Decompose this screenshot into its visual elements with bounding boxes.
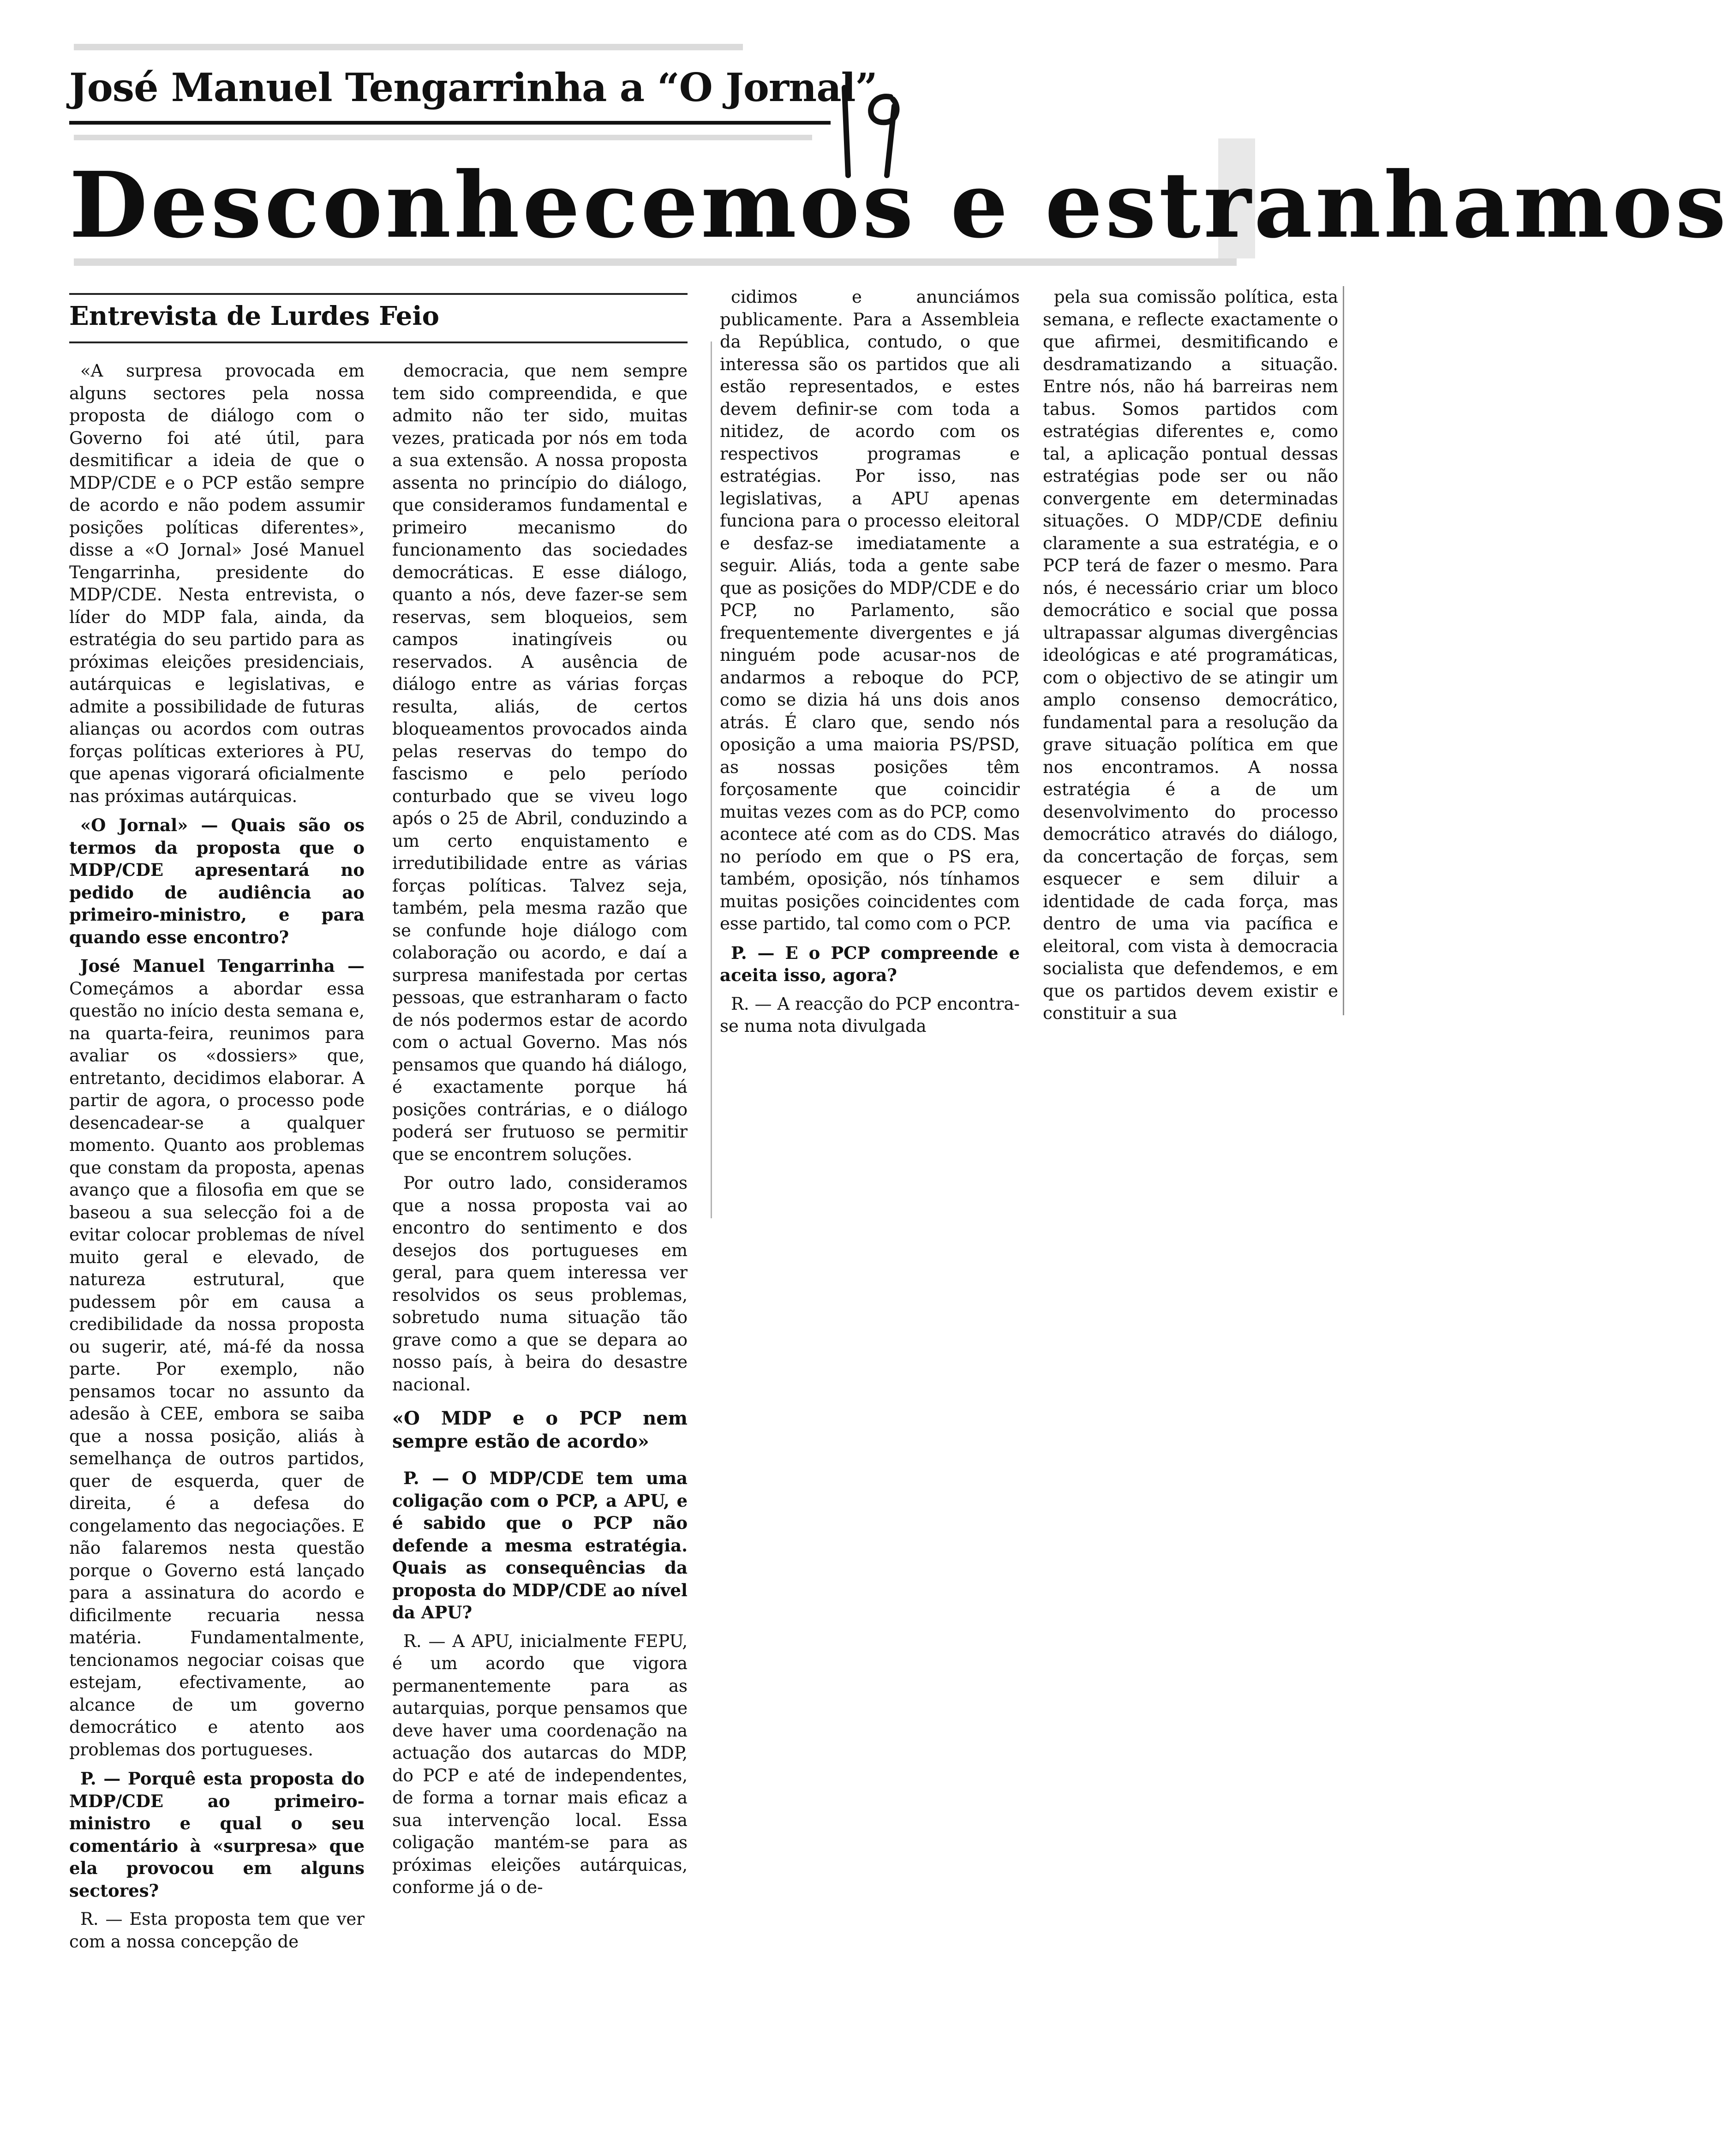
text-column-3: [720, 286, 1020, 1038]
article-paragraph: [69, 955, 365, 1761]
column-rule: [1343, 286, 1344, 1015]
article-paragraph: democracia, que nem sempre tem sido compreendida, e que admito não ter sido, muitas vezes, praticada por nós em toda a sua extensão. A nossa proposta assenta no princípio do diálogo, que consideramos fundamental e primeiro mecanismo do funcionamento das sociedades democráticas. E esse diálogo, quanto a nós, deve fazer-se sem reservas, sem bloqueios, sem campos inatingíveis ou reservados. A ausência de diálogo entre as várias forças resulta, aliás, de certos bloqueamentos provocados ainda pelas reservas do tempo do fascismo e pelo período conturbado que se viveu logo após o 25 de Abril, conduzindo a um certo enquistamento e irredutibilidade entre as várias forças políticas. Talvez seja, também, pela mesma razão que se confunde hoje diálogo com colaboração ou acordo, e daí a surpresa manifestada por certas pessoas, que estranharam o facto de nós podermos estar de acordo com o actual Governo. Mas nós pensamos que quando há diálogo, é exactamente porque há posições contrárias, e o diálogo poderá ser frutuoso se permitir que se encontrem soluções.: [392, 361, 688, 1164]
article-paragraph: R. — Esta proposta tem que ver com a nossa concepção de: [69, 1909, 365, 1952]
kicker-underline: [69, 121, 831, 125]
interview-question: «O Jornal» — Quais são os termos da proposta que o MDP/CDE apresentará no pedido de audiência ao primeiro-ministro, e para quando esse encontro?: [69, 815, 365, 947]
article-paragraph: cidimos e anunciámos publicamente. Para a Assembleia da República, contudo, o que interessa são os partidos que ali estão representados, e estes devem definir-se com toda a nitidez, de acordo com os respectivos programas e estratégias. Por isso, nas legislativas, a APU apenas funciona para o processo eleitoral e desfaz-se imediatamente a seguir. Aliás, toda a gente sabe que as posições do MDP/CDE e do PCP, no Parlamento, são frequentemente divergentes e já ninguém pode acusar-nos de andarmos a reboque do PCP, como se dizia há uns dois anos atrás. É claro que, sendo nós oposição a uma maioria PS/PSD, as nossas posições têm forçosamente que coincidir muitas vezes com as do PCP, como acontece até com as do CDS. Mas no período em que o PS era, também, oposição, nós tínhamos muitas posições coincidentes com esse partido, tal como com o PCP.: [720, 287, 1020, 934]
byline: Entrevista de Lurdes Feio: [69, 301, 440, 331]
text-column-2: [392, 360, 688, 1899]
kicker-title: José Manuel Tengarrinha a “O Jornal”: [69, 65, 877, 110]
text-column-4: [1043, 286, 1338, 1025]
article-paragraph: R. — A reacção do PCP encontra-se numa nota divulgada: [720, 994, 1020, 1036]
headline: Desconhecemos e estranhamos: [69, 152, 1729, 258]
interview-question: P. — Porquê esta proposta do MDP/CDE ao primeiro-ministro e qual o seu comentário à «surpresa» que ela provocou em alguns sectores?: [69, 1768, 365, 1901]
scan-noise: [74, 135, 812, 140]
text-column-1: [69, 360, 365, 1953]
article-paragraph: Por outro lado, consideramos que a nossa proposta vai ao encontro do sentimento e dos desejos dos portugueses em geral, para quem interessa ver resolvidos os seus problemas, sobretudo numa situação tão grave como a que se depara ao nosso país, à beira do desastre nacional.: [392, 1173, 688, 1395]
scan-noise: [74, 258, 1237, 266]
section-subheading: «O MDP e o PCP nem sempre estão de acordo»: [392, 1407, 688, 1452]
paragraph-text: Começámos a abordar essa questão no início desta semana e, na quarta-feira, reunimos para avaliar os «dossiers» que, entretanto, decidimos elaborar. A partir de agora, o processo pode desencadear-se a qualquer momento. Quanto aos problemas que constam da proposta, apenas avanço que a filosofia em que se baseou a sua selecção foi a de evitar colocar problemas de nível muito geral e elevado, de natureza estrutural, que pudessem pôr em causa a credibilidade da nossa proposta ou sugerir, até, má-fé da nossa parte. Por exemplo, não pensamos tocar no assunto da adesão à CEE, embora se saiba que a nossa posição, aliás à semelhança de outros partidos, quer de esquerda, quer de direita, é a defesa do congelamento das negociações. E não falaremos nesta questão porque o Governo está lançado para a assinatura do acordo e dificilmente recuaria nessa matéria. Fundamentalmente, tencionamos negociar coisas que estejam, efectivamente, ao alcance de um governo democrático e atento aos problemas dos portugueses.: [69, 978, 365, 1760]
article-paragraph: pela sua comissão política, esta semana, e reflecte exactamente o que afirmei, desmitificando e desdramatizando a situação. Entre nós, não há barreiras nem tabus. Somos partidos com estratégias diferentes e, como tal, a aplicação pontual dessas estratégias pode ser ou não convergente em determinadas situações. O MDP/CDE definiu claramente a sua estratégia, e o PCP terá de fazer o mesmo. Para nós, é necessário criar um bloco democrático e social que possa ultrapassar algumas divergências ideológicas e até programáticas, com o objectivo de se atingir um amplo consenso democrático, fundamental para a resolução da grave situação política em que nos encontramos. A nossa estratégia é a de um desenvolvimento do processo democrático através do diálogo, da concertação de forças, sem esquecer e sem diluir a identidade de cada força, mas dentro de uma via pacífica e eleitoral, com vista à democracia socialista que defendemos, e em que os partidos devem existir e constituir a sua: [1043, 287, 1338, 1023]
interview-question: P. — O MDP/CDE tem uma coligação com o PCP, a APU, e é sabido que o PCP não defende a mesma estratégia. Quais as consequências da proposta do MDP/CDE ao nível da APU?: [392, 1468, 688, 1623]
article-paragraph: «A surpresa provocada em alguns sectores pela nossa proposta de diálogo com o Governo foi até útil, para desmitificar a ideia de que o MDP/CDE e o PCP estão sempre de acordo e não podem assumir posições políticas diferentes», disse a «O Jornal» José Manuel Tengarrinha, presidente do MDP/CDE. Nesta entrevista, o líder do MDP fala, ainda, da estratégia do seu partido para as próximas eleições presidenciais, autárquicas e legislativas, e admite a possibilidade de futuras alianças ou acordos com outras forças políticas exteriores à PU, que apenas vigorará oficialmente nas próximas autárquicas.: [69, 361, 365, 806]
speaker-name: José Manuel Tengarrinha —: [80, 956, 365, 976]
byline-rule-bottom: [69, 341, 688, 343]
article-paragraph: R. — A APU, inicialmente FEPU, é um acordo que vigora permanentemente para as autarquias, porque pensamos que deve haver uma coordenação na actuação dos autarcas do MDP, do PCP e até de independentes, de forma a tornar mais eficaz a sua intervenção local. Essa coligação mantém-se para as próximas eleições autárquicas, conforme já o de-: [392, 1631, 688, 1897]
column-rule: [711, 341, 712, 1218]
scan-noise: [74, 44, 743, 50]
interview-question: P. — E o PCP compreende e aceita isso, agora?: [720, 942, 1020, 985]
byline-rule-top: [69, 293, 688, 295]
